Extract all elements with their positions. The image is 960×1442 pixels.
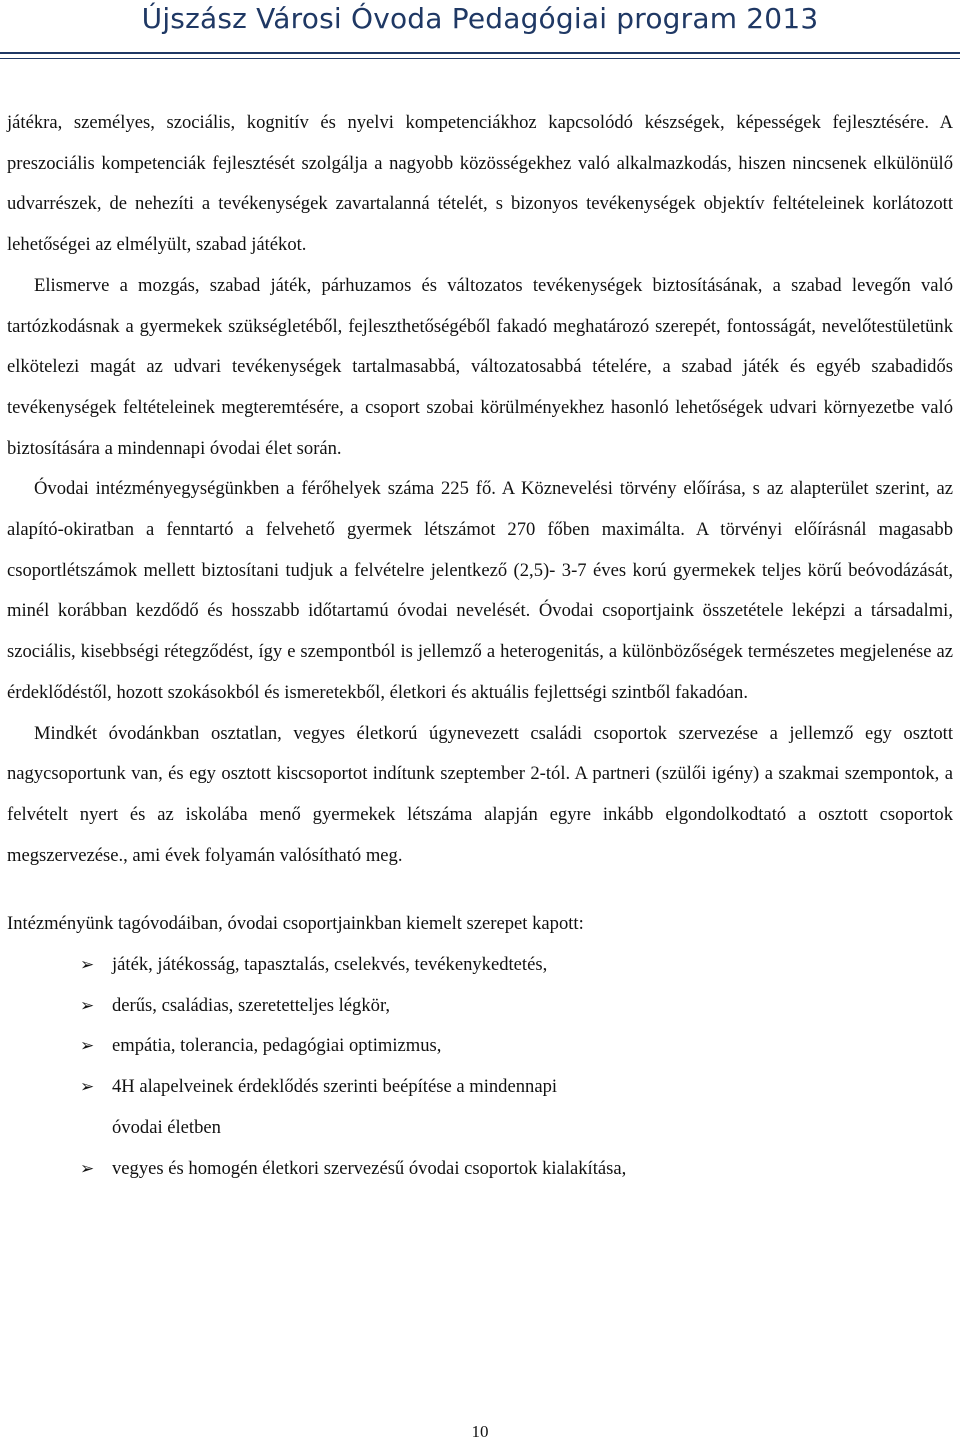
arrow-bullet-icon: ➢ [80,955,95,976]
header-rule-thin [0,58,960,59]
arrow-bullet-icon: ➢ [80,1077,95,1098]
paragraph-outdoor-activities: Elismerve a mozgás, szabad játék, párhuzamos és változatos tevékenységek biztosításának, a szabad levegőn való tartózkodásnak a gyermekek szükségletéből, fejleszthetőségéből fakadó meghatározó szerepét, fontosságát, nevelőtestületünk elkötelezi magát az udvari tevékenységek tartalmasabbá, változatosabbá tételére, a szabad játék és egyéb szabadidős tevékenységek feltételeinek megteremtésére, a csoport szobai körülményekhez hasonló lehetőségek udvari környezetbe való biztosítására a mindennapi óvodai élet során. [7,274,953,459]
arrow-bullet-icon: ➢ [80,1158,95,1179]
paragraph-group-organization: Mindkét óvodánkban osztatlan, vegyes életkorú úgynevezett családi csoportok szervezése a jellemző egy osztott nagycsoportunk van, és egy osztott kiscsoportot indítunk szeptember 2-tól. A partneri (szülői igény) a szakmai szempontok, a felvételt nyert és az iskolába menő gyermekek létszáma alapján egyre inkább elgondolkodtató a osztott csoportok megszervezése., ami évek folyamán valósítható meg. [7,722,953,866]
list-item [7,945,953,986]
list-item-text: empátia, tolerancia, pedagógiai optimizmus, [112,1035,442,1057]
paragraph-spacer [7,876,953,904]
page-number: 10 [471,1422,489,1441]
arrow-bullet-icon: ➢ [80,1036,95,1057]
priority-list [7,945,953,1189]
list-item [7,1149,953,1190]
paragraph-capacity: Óvodai intézményegységünkben a férőhelyek száma 225 fő. A Köznevelési törvény előírása, s az alapterület szerint, az alapító-okiratban a fenntartó a felvehető gyermek létszámot 270 főben maximálta. A törvényi előírásnál magasabb csoportlétszámok mellett biztosítani tudjuk a felvételre jelentkező (2,5)- 3-7 éves korú gyermekek teljes körű beóvodázását, minél korábban kezdődő és hosszabb időtartamú óvodai nevelését. Óvodai csoportjaink összetétele leképzi a társadalmi, szociális, kisebbségi rétegződést, így e szempontból is jellemző a heterogenitás, a különbözőségek természetes megjelenése az érdeklődéstől, hozott szokásokból és ismeretekből, életkori és aktuális fejlettségi szintből fakadóan. [7,478,953,703]
document-title: Újszász Városi Óvoda Pedagógiai program 2013 [141,2,819,35]
arrow-bullet-icon: ➢ [80,995,95,1016]
document-body [7,103,953,1189]
list-item [7,1067,953,1148]
header-rule-thick [0,52,960,54]
list-item-text: vegyes és homogén életkori szervezésű óvodai csoportok kialakítása, [112,1157,627,1179]
list-item [7,1026,953,1067]
list-item-text: játék, játékosság, tapasztalás, cselekvés, tevékenykedtetés, [112,954,548,976]
list-item [7,986,953,1027]
paragraph-list-intro: Intézményünk tagóvodáiban, óvodai csoportjainkban kiemelt szerepet kapott: [7,913,584,935]
paragraph-continuation: játékra, személyes, szociális, kognitív és nyelvi kompetenciákhoz kapcsolódó készségek, képességek fejlesztésére. A preszociális kompetenciák fejlesztését szolgálja a nagyobb közösségekhez való alkalmazkodás, hiszen nincsenek elkülönülő udvarrészek, de nehezíti a tevékenységek zavartalanná tételét, s bizonyos tevékenységek objektív feltételeinek korlátozott lehetőségei az elmélyült, szabad játékot. [7,112,953,256]
list-item-text: derűs, családias, szeretetteljes légkör, [112,994,391,1016]
list-item-text: 4H alapelveinek érdeklődés szerinti beépítése a mindennapi óvodai életben [112,1076,558,1138]
page-header [0,0,960,80]
